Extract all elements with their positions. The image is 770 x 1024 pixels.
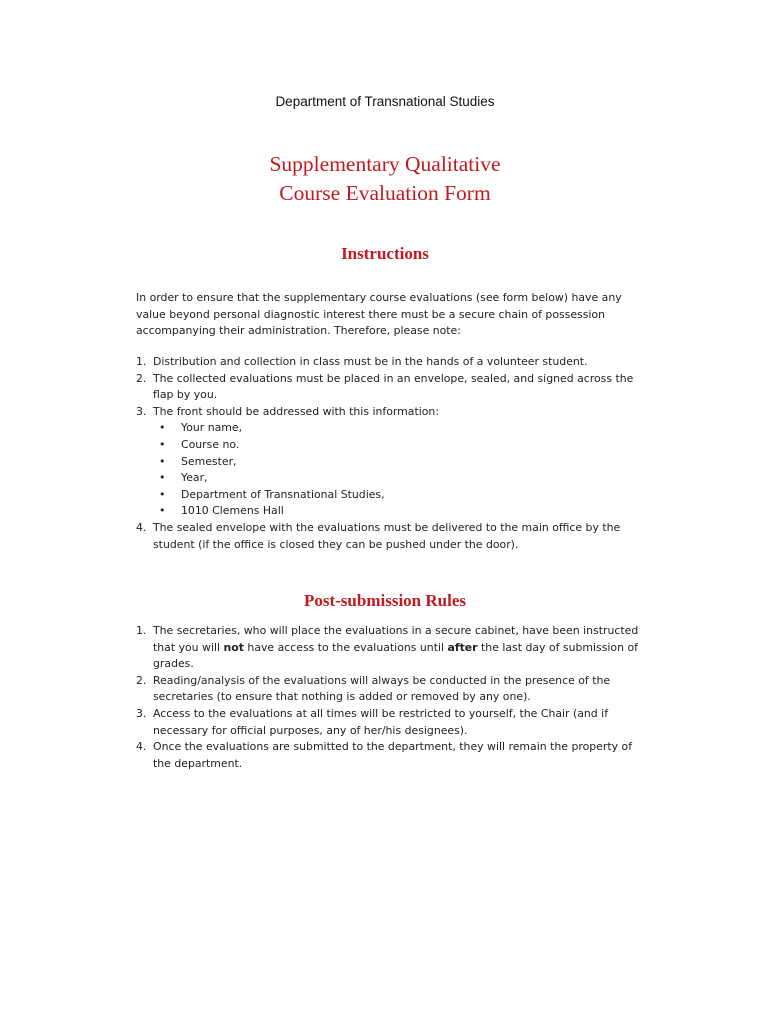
rule-text [153, 624, 638, 670]
department-name: Department of Transnational Studies [275, 94, 495, 109]
rule-text: Access to the evaluations at all times will be restricted to yourself, the Chair (and if necessary for official purposes, any of her/his designees). [153, 706, 609, 737]
item-text: Distribution and collection in class must be in the hands of a volunteer student. [153, 355, 588, 368]
instruction-item [136, 520, 646, 553]
item-number: 4. [136, 520, 147, 534]
address-line [153, 420, 646, 437]
rule-item [136, 623, 646, 673]
item-number: 3. [136, 706, 147, 720]
rule-item [136, 673, 646, 706]
instruction-item [136, 354, 646, 371]
address-line [153, 487, 646, 504]
item-text: The front should be addressed with this information: [153, 404, 439, 418]
item-number: 3. [136, 404, 147, 418]
bullet-icon: • [159, 471, 166, 485]
rule-text-part: have access to the evaluations until [243, 640, 448, 654]
address-line [153, 454, 646, 471]
instruction-item [136, 371, 646, 404]
item-number: 1. [136, 624, 147, 637]
emphasis-after: after [447, 640, 478, 654]
address-line [153, 503, 646, 520]
address-text: 1010 Clemens Hall [181, 504, 284, 518]
item-number: 2. [136, 673, 147, 687]
item-number: 4. [136, 740, 147, 754]
rule-text-part: the last day of submission of grades. [153, 640, 638, 671]
bullet-icon: • [159, 487, 166, 501]
post-submission-list [136, 623, 646, 772]
instructions-list [136, 354, 646, 553]
address-text: Semester, [181, 454, 237, 468]
rule-text: Once the evaluations are submitted to the department, they will remain the property of the department. [153, 740, 633, 770]
post-submission-heading: Post-submission Rules [303, 591, 466, 610]
bullet-icon: • [159, 421, 166, 435]
form-title [0, 150, 770, 208]
rule-item [136, 706, 646, 739]
address-text: Course no. [181, 437, 240, 451]
emphasis-not: not [223, 640, 244, 654]
rule-text-part: The secretaries, who will place the evaluations in a secure cabinet, have been instructed that you will [153, 624, 639, 654]
address-line [153, 470, 646, 487]
bullet-icon: • [159, 437, 166, 451]
bullet-icon: • [159, 454, 166, 468]
item-text: The collected evaluations must be placed in an envelope, sealed, and signed across the flap by you. [153, 371, 634, 402]
instructions-intro: In order to ensure that the supplementary course evaluations (see form below) have any value beyond personal diagnostic interest there must be a secure chain of possession accompanying their administration. Therefore, please note: [136, 291, 622, 338]
rule-item [136, 739, 646, 772]
bullet-icon: • [159, 504, 166, 518]
item-number: 2. [136, 371, 147, 385]
address-text: Year, [181, 471, 208, 485]
address-line [153, 437, 646, 454]
item-number: 1. [136, 355, 147, 368]
address-list [153, 420, 646, 520]
form-title-line-1: Supplementary Qualitative [269, 152, 501, 176]
address-text: Department of Transnational Studies, [181, 487, 385, 501]
address-text: Your name, [181, 421, 243, 435]
form-title-line-2: Course Evaluation Form [279, 181, 491, 205]
item-text: The sealed envelope with the evaluations must be delivered to the main office by the student (if the office is closed they can be pushed under the door). [153, 520, 621, 551]
instructions-heading: Instructions [341, 244, 429, 263]
rule-text: Reading/analysis of the evaluations will always be conducted in the presence of the secretaries (to ensure that nothing is added or removed by any one). [153, 673, 611, 704]
instruction-item [136, 404, 646, 520]
